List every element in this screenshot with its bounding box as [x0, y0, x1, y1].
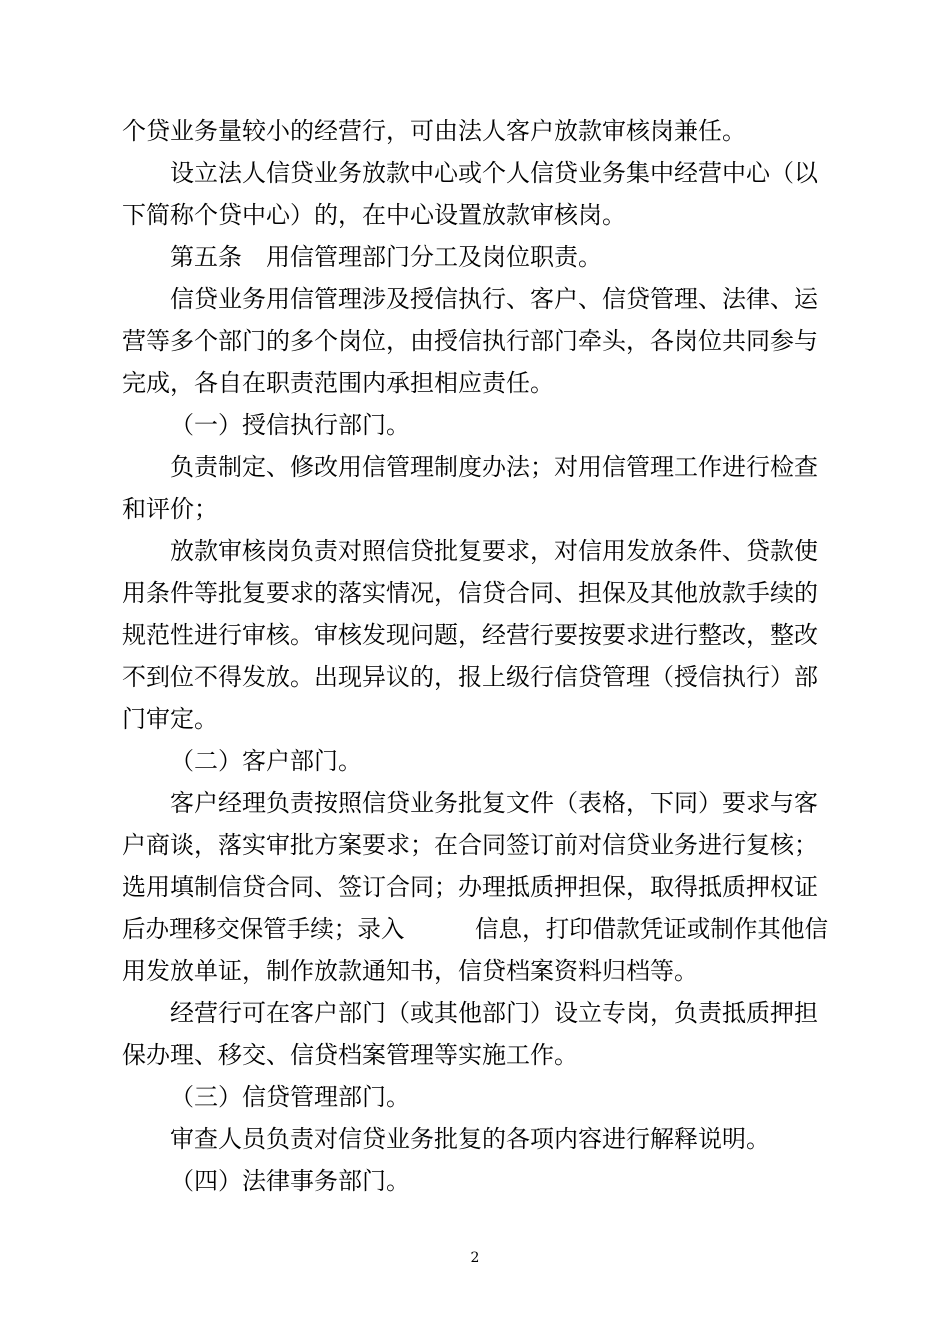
section-heading: （三）信贷管理部门。 [170, 1083, 410, 1111]
text-line: 营等多个部门的多个岗位，由授信执行部门牵头，各岗位共同参与 [122, 327, 818, 355]
text-line: 完成，各自在职责范围内承担相应责任。 [122, 369, 554, 397]
text-line: 保办理、移交、信贷档案管理等实施工作。 [122, 1041, 578, 1069]
text-line: 用条件等批复要求的落实情况，信贷合同、担保及其他放款手续的 [122, 579, 818, 607]
text-line: 审查人员负责对信贷业务批复的各项内容进行解释说明。 [170, 1125, 770, 1153]
text-line: 用发放单证，制作放款通知书，信贷档案资料归档等。 [122, 957, 698, 985]
text-line: 户商谈，落实审批方案要求；在合同签订前对信贷业务进行复核； [122, 831, 818, 859]
text-line: 规范性进行审核。审核发现问题，经营行要按要求进行整改，整改 [122, 621, 818, 649]
text-line: 经营行可在客户部门（或其他部门）设立专岗，负责抵质押担 [170, 999, 818, 1027]
text-line: 不到位不得发放。出现异议的，报上级行信贷管理（授信执行）部 [122, 663, 818, 691]
text-line: 负责制定、修改用信管理制度办法；对用信管理工作进行检查 [170, 453, 818, 481]
text-line: 客户经理负责按照信贷业务批复文件（表格，下同）要求与客 [170, 789, 818, 817]
text-line: 选用填制信贷合同、签订合同；办理抵质押担保，取得抵质押权证 [122, 873, 818, 901]
page-number: 2 [470, 1250, 480, 1266]
text-line: 和评价； [122, 495, 218, 523]
text-line: 设立法人信贷业务放款中心或个人信贷业务集中经营中心（以 [170, 159, 818, 187]
article-heading: 第五条 用信管理部门分工及岗位职责。 [170, 243, 602, 271]
text-line: 门审定。 [122, 705, 218, 733]
text-line: 放款审核岗负责对照信贷批复要求，对信用发放条件、贷款使 [170, 537, 818, 565]
text-line: 后办理移交保管手续；录入 信息，打印借款凭证或制作其他信 [122, 915, 829, 943]
section-heading: （二）客户部门。 [170, 747, 362, 775]
section-heading: （一）授信执行部门。 [170, 411, 410, 439]
text-line: 下简称个贷中心）的，在中心设置放款审核岗。 [122, 201, 626, 229]
text-line: 个贷业务量较小的经营行，可由法人客户放款审核岗兼任。 [122, 117, 746, 145]
section-heading: （四）法律事务部门。 [170, 1167, 410, 1195]
text-line: 信贷业务用信管理涉及授信执行、客户、信贷管理、法律、运 [170, 285, 818, 313]
